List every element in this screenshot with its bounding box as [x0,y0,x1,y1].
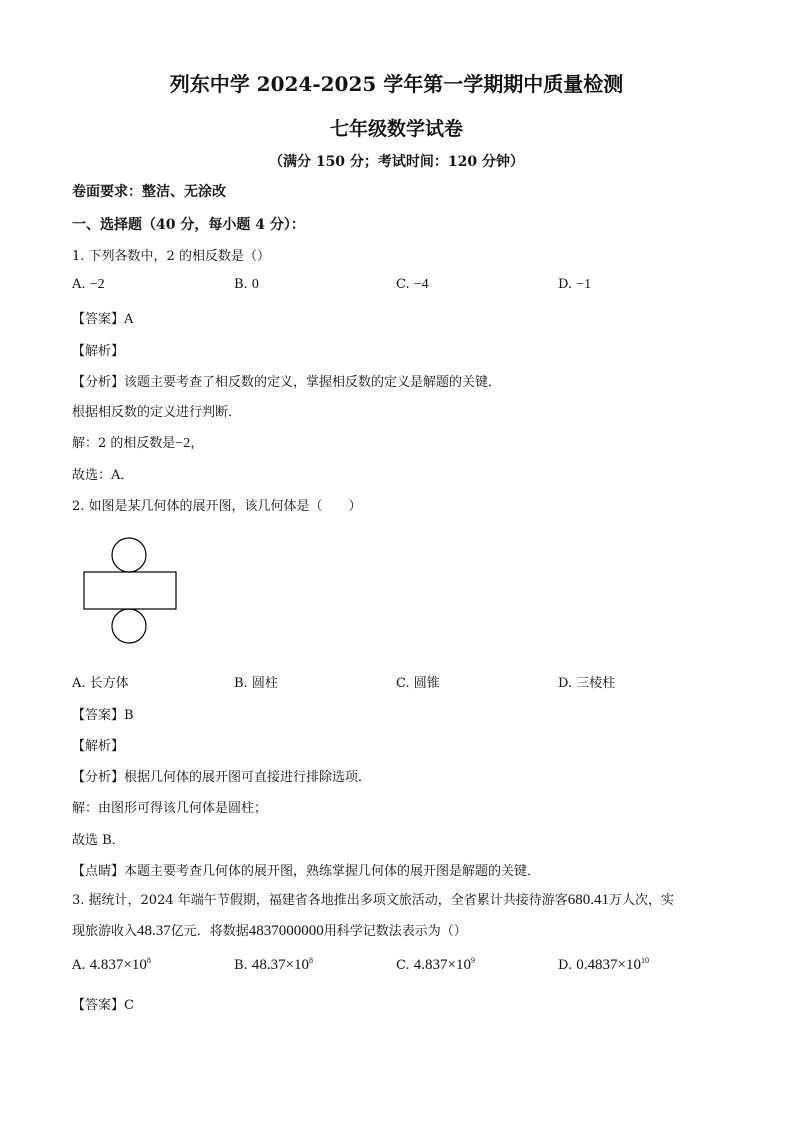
option-value [414,957,475,973]
bottom-circle [112,609,146,643]
q3-option-a [72,956,151,974]
q2-option-b [234,672,278,691]
q2-analysis-heading: 【解析】 [72,739,125,754]
q2-stem: 2. 如图是某几何体的展开图，该几何体是（ ） [72,499,362,514]
option-exponent: 10 [640,956,649,965]
q2-comment: 【点睛】本题主要考查几何体的展开图，熟练掌握几何体的展开图是解题的关键． [72,864,541,879]
q3-text: 现旅游收入 [72,924,138,939]
q2-option-d [558,672,615,691]
q3-text: 亿元．将数据 [170,924,249,939]
q1-stem: 1. 下列各数中，2 的相反数是（） [72,249,270,264]
option-value: −4 [413,277,429,292]
option-label: D. [558,277,573,292]
q3-option-c [396,956,475,974]
option-value: 圆锥 [413,676,440,691]
q3-number: 4837000000 [248,923,324,939]
q3-stem-line1 [72,889,674,909]
exam-title: 列东中学 2024-2025 学年第一学期期中质量检测 [169,72,624,96]
section-heading: 一、选择题（40 分，每小题 4 分）： [72,217,305,233]
exam-info: （满分 150 分；考试时间：120 分钟） [268,154,525,170]
option-value: −2 [89,277,105,292]
option-base: 4.837×10 [413,957,471,973]
option-label: C. [396,676,410,691]
option-value [576,957,649,973]
q2-solution: 解：由图形可得该几何体是圆柱； [72,801,268,816]
option-value: 0 [251,277,259,292]
q3-text: 万人次，实 [609,893,675,908]
exam-subtitle: 七年级数学试卷 [329,118,463,140]
q1-answer: 【答案】A [72,312,134,327]
option-value [252,957,313,973]
solution-suffix: ， [190,436,204,451]
option-value [90,957,151,973]
option-label: B. [234,676,248,691]
option-label: C. [396,277,410,292]
q2-option-c [396,672,440,691]
q3-option-b [234,956,313,974]
q1-solution [72,432,203,452]
q3-revenue: 48.37 [137,923,171,939]
q3-stem-line2 [72,920,467,940]
option-value: −1 [576,277,592,292]
q3-visitors: 680.41 [567,892,610,908]
option-label: D. [558,958,573,973]
q3-option-d [558,956,649,974]
option-label: B. [234,277,248,292]
q3-text: 用科学记数法表示为（） [323,924,467,939]
q2-answer: 【答案】B [72,708,134,723]
solution-value: −2 [175,436,191,451]
q2-choice: 故选 B． [72,833,125,848]
q1-option-c [396,277,429,293]
option-value: 圆柱 [251,676,278,691]
cylinder-net-figure [80,534,182,648]
q1-analysis-heading: 【解析】 [72,344,125,359]
option-value: 长方体 [89,676,129,691]
q3-answer: 【答案】C [72,998,134,1013]
paper-requirement: 卷面要求：整洁、无涂改 [72,184,226,200]
top-circle [112,538,146,572]
option-label: A. [72,277,86,292]
q1-option-a [72,277,105,293]
q1-analysis: 【分析】该题主要考查了相反数的定义，掌握相反数的定义是解题的关键． [72,375,502,390]
option-value: 三棱柱 [576,676,616,691]
q3-text: 3. 据统计，2024 年端午节假期，福建省各地推出多项文旅活动，全省累计共接待游客 [72,893,568,908]
q2-option-a [72,672,129,691]
q1-option-b [234,277,259,293]
option-exponent: 8 [146,956,151,965]
q1-option-d [558,277,591,293]
q1-choice: 故选：A． [72,468,134,483]
lateral-rectangle [84,572,176,609]
q2-analysis: 【分析】根据几何体的展开图可直接进行排除选项． [72,770,372,785]
option-label: C. [396,958,410,973]
option-exponent: 8 [309,956,314,965]
option-base: 48.37×10 [251,957,310,973]
option-base: 0.4837×10 [576,957,641,973]
option-base: 4.837×10 [89,957,147,973]
option-label: A. [72,958,86,973]
option-exponent: 9 [470,956,475,965]
option-label: B. [234,958,248,973]
option-label: D. [558,676,573,691]
solution-text: 解：2 的相反数是 [72,436,176,451]
q1-method: 根据相反数的定义进行判断． [72,405,242,420]
option-label: A. [72,676,86,691]
